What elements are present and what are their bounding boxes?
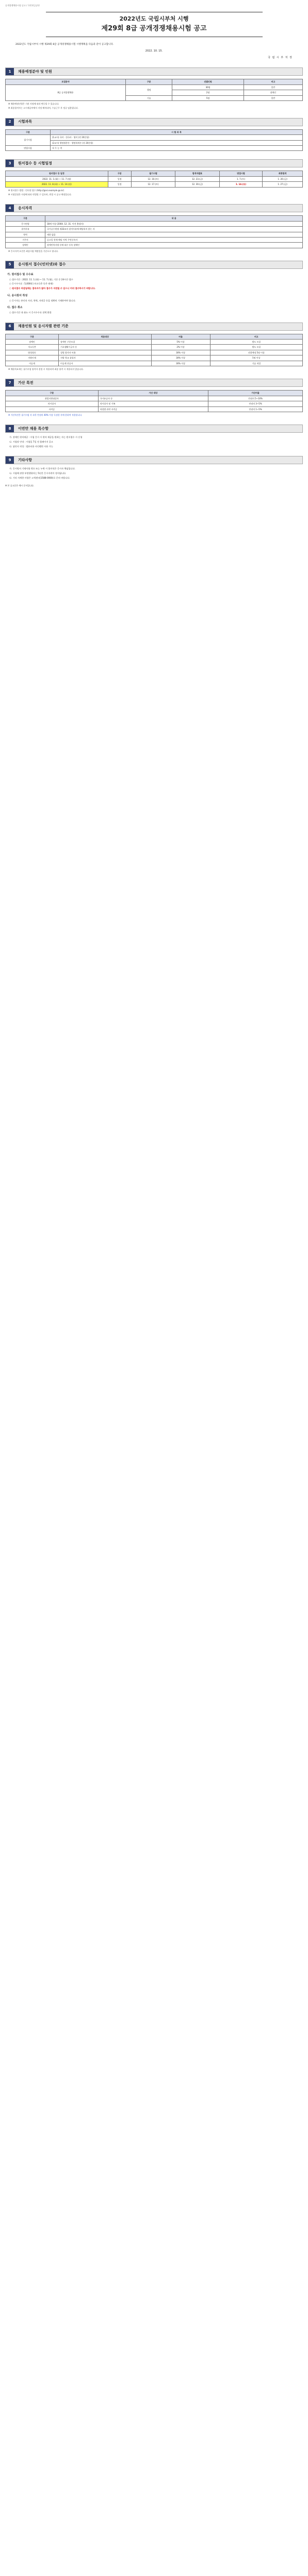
table-cell: 장애인복지법 등에 따른 등록 장애인: [45, 243, 303, 248]
table-cell: 5% 이상: [151, 340, 210, 345]
section-etc: [5, 456, 303, 479]
section-title: 이번만 채용 특수항: [18, 426, 48, 431]
note: ※ 최종합격자는 고시제공부에서 지정 배치되며, 수습근무 후 정규 임용됩니다.: [8, 107, 78, 110]
paragraph: 다. 답안지 작성 : 컴퓨터용 사인펜만 사용 가능: [9, 445, 53, 448]
section-title: 시험과목: [18, 120, 33, 124]
announcement-date: 2022. 10. 15.: [145, 49, 163, 53]
table-cell: 12. 17.(토): [131, 182, 175, 187]
table-row: [6, 145, 303, 150]
table-header: 내 용: [45, 216, 303, 221]
table-row: [6, 340, 303, 345]
warning-paragraph: ○ 원서접수 마감일에는 접속자가 많아 접수가 지연될 수 있으니 미리 접수하시기 바랍니다.: [9, 287, 95, 290]
table-cell: 1. 27.(금): [263, 182, 303, 187]
subheading: 가. 원서접수 및 수수료: [7, 273, 34, 277]
table-row: [6, 221, 303, 226]
table-cell: 만점의 5~10%: [208, 396, 303, 401]
table-row: [6, 227, 303, 232]
eligibility-table: [5, 215, 303, 248]
table-cell: 12. 30.(금): [175, 182, 220, 187]
table-cell: 12. 23.(금): [175, 176, 220, 181]
table-header: 시 험 과 목: [51, 129, 303, 134]
table-header: 비율: [151, 334, 210, 339]
table-cell: 일정: [108, 182, 131, 187]
table-cell: 1. 7.(토): [219, 176, 262, 181]
table-cell: 저소득층: [6, 345, 59, 350]
table-row: [6, 182, 303, 187]
table-cell: 30% 이상: [151, 355, 210, 361]
table-cell: 필기시험: [6, 135, 51, 146]
table-cell: 결격사유: [6, 227, 45, 232]
table-cell: 장애인: [6, 340, 59, 345]
table-cell: 장애인: [244, 90, 302, 95]
table-cell: 거주지: [6, 237, 45, 242]
table-cell: 국가유공자 등: [98, 396, 208, 401]
table-row: [6, 135, 303, 140]
note: ※ 시험일정은 사정에 따라 변경될 수 있으며, 변경 시 공고 예정입니다.: [8, 193, 72, 196]
section-recruitment: [5, 67, 303, 109]
section-number: 7: [6, 379, 14, 386]
table-cell: 이공계: [6, 361, 59, 366]
section-header: [5, 204, 303, 212]
paragraph: 가. 응시원서 기재사항 착오 또는 누락 시 불이익은 응시자 책임입니다.: [9, 467, 75, 470]
note: ※ 채용예정인원은 기관 사정에 따라 변동될 수 있습니다.: [8, 103, 59, 106]
section-title: 원서접수 등 시험일정: [18, 161, 52, 165]
table-header: 원서접수 등 일정: [6, 171, 108, 176]
table-cell: 의사상자: [6, 401, 99, 406]
table-header: 가산 대상: [98, 391, 208, 396]
section-title: 채용인원 및 응시자별 관련 기준: [18, 324, 69, 328]
header-note: 공개경쟁채용시험 공고 / 국민연금공단: [5, 4, 40, 7]
table-cell: 직렬별 관련 자격증: [98, 406, 208, 412]
intro-paragraph: 2022년도 국립시부처 시행 제29회 8급 공개경쟁채용시험 시행계획을 다음과 같이 공고합니다.: [15, 43, 114, 46]
table-row: [6, 345, 303, 350]
section-header: [5, 261, 303, 269]
table-header: 구분: [6, 216, 45, 221]
table-cell: 기술: [125, 95, 172, 100]
title-line-1: 2022년도 국립시부처 시행: [119, 15, 189, 23]
section-eligibility: [5, 204, 303, 252]
section-title: 채용예정분야 및 인원: [18, 69, 52, 74]
note: ※ 채용목표제는 필기시험 합격자 결정 시 적용되며 최종 합격 시 적용되지 않습니다.: [8, 368, 84, 371]
table-cell: 5명: [172, 95, 244, 100]
table-header: 가산비율: [208, 391, 303, 396]
table-row: [6, 361, 303, 366]
table-cell: 공고일 현재 해당 지역 주민등록자: [45, 237, 303, 242]
table-header: 구분: [108, 171, 131, 176]
bonus-table: [5, 390, 303, 412]
table-cell: 5명 이상: [210, 355, 302, 361]
section-header: [5, 425, 303, 433]
table-row: [6, 176, 303, 181]
table-cell: 만점의 1~5%: [208, 406, 303, 412]
section-number: 3: [6, 160, 14, 167]
table-cell: 양성평등: [6, 350, 59, 355]
paragraph: 다. 기타 자세한 사항은 고객센터(1588-0000)로 문의 바랍니다.: [9, 476, 70, 479]
table-cell: (1교시) 국어 · 한국사 · 영어 (각 20문항): [51, 135, 303, 140]
section-special: [5, 425, 303, 448]
section-schedule: [5, 159, 303, 196]
table-row: [6, 406, 303, 412]
table-cell: 30% 이상: [151, 350, 210, 355]
table-header: 구분: [6, 129, 51, 134]
section-title: 응시원서 접수(인터넷)와 접수: [18, 262, 66, 267]
subjects-table: [5, 129, 303, 151]
section-header: [5, 323, 303, 331]
section-quota: [5, 323, 303, 371]
table-cell: 직 무 능 력: [51, 145, 303, 150]
section-header: [5, 159, 303, 167]
section-number: 8: [6, 425, 14, 432]
section-number: 5: [6, 261, 14, 268]
table-cell: 성별 합격자 비율: [58, 350, 151, 355]
table-header: 구분: [6, 334, 59, 339]
paragraph: 가. 장애인 편의제공 : 시험 응시 시 편의 제공을 원하는 자는 원서접수 시 신청: [9, 436, 83, 439]
table-header: 적용대상: [58, 334, 151, 339]
table-cell: 이공계 전공자: [58, 361, 151, 366]
note: ※ 원서접수 방법 : 인터넷 접수 (http://gosi.example.go.kr): [8, 189, 64, 192]
table-cell: 30명: [172, 84, 244, 90]
paragraph: 나. 시험에 관한 부정행위자는 5년간 응시자격이 정지됩니다.: [9, 472, 67, 475]
table-cell: 30% 이상: [151, 361, 210, 366]
table-cell: 의사상자 및 가족: [98, 401, 208, 406]
section-header: [5, 456, 303, 464]
note: ※ 응시자격 요건은 최종시험 예정일을 기준으로 합니다.: [8, 249, 59, 252]
table-cell: 1. 14.(토): [219, 182, 262, 187]
table-cell: 일반: [244, 84, 302, 90]
table-header: 모집분야: [6, 79, 126, 84]
table-header: 최종합격: [263, 171, 303, 176]
table-header: 구분: [6, 391, 99, 396]
table-row: [6, 396, 303, 401]
title-line-2: 제29회 8급 공개경쟁채용시험 공고: [101, 25, 207, 33]
table-cell: 일정: [108, 176, 131, 181]
table-cell: 지방 학교 졸업자: [58, 355, 151, 361]
section-header: [5, 379, 303, 387]
table-cell: 2022. 11. 1.(화) ~ 11. 7.(월): [6, 176, 108, 181]
table-row: [6, 140, 303, 145]
table-row: [6, 243, 303, 248]
section-number: 2: [6, 118, 14, 126]
table-header: 합격자발표: [175, 171, 220, 176]
subheading: 다. 접수 취소: [7, 306, 23, 310]
table-header: 비고: [244, 79, 302, 84]
table-cell: 2% 이상: [151, 345, 210, 350]
table-cell: 응시연령: [6, 221, 45, 226]
table-header: 면접시험: [219, 171, 262, 176]
table-cell: 학력: [6, 232, 45, 237]
section-number: 1: [6, 68, 14, 75]
table-cell: 2명: [172, 90, 244, 95]
table-cell: 장애인 구분모집: [58, 340, 151, 345]
table-cell: 지방인재: [6, 355, 59, 361]
table-header: 필기시험: [131, 171, 175, 176]
table-cell: 18세 이상 (2004. 12. 31. 이전 출생자): [45, 221, 303, 226]
table-cell: 제한 없음: [45, 232, 303, 237]
table-header: 선발인원: [172, 79, 244, 84]
table-cell: 2022. 11. 8.(화) ~ 11. 14.(월): [6, 182, 108, 187]
table-cell: 선발예정 5명 이상: [210, 350, 302, 355]
section-title: 응시자격: [18, 206, 33, 210]
table-cell: 자격증: [6, 406, 99, 412]
table-cell: 행정: [125, 84, 172, 95]
announcement-title: [46, 12, 263, 37]
table-cell: 만점의 3~5%: [208, 401, 303, 406]
table-header: 구분: [125, 79, 172, 84]
section-title: 기타사항: [18, 457, 33, 462]
table-cell: 8급 공개경쟁채용: [6, 84, 126, 100]
footer-note: ※ 본 공고문은 예시 문서입니다.: [5, 484, 35, 487]
table-row: [6, 232, 303, 237]
table-header: 비고: [210, 334, 302, 339]
table-row: [6, 350, 303, 355]
table-cell: 면접시험: [6, 145, 51, 150]
table-cell: 별도 모집: [210, 345, 302, 350]
paragraph: ○ 접수기간 : 2022. 11. 1.(화) ~ 11. 7.(월), 기간 중 24시간 접수: [9, 278, 73, 281]
section-title: 가산 특전: [18, 380, 34, 385]
table-cell: 장애인: [6, 243, 45, 248]
section-number: 9: [6, 456, 14, 464]
table-cell: 국가공무원법 제33조의 결격사유에 해당하지 않는 자: [45, 227, 303, 232]
section-bonus: [5, 379, 303, 416]
table-cell: 기술 직렬: [210, 361, 302, 366]
announcement-page: [5, 0, 303, 498]
table-row: [6, 84, 303, 90]
paragraph: ○ 응시수수료 : 5,000원 (저소득층 등은 면제): [9, 282, 53, 285]
table-cell: 별도 모집: [210, 340, 302, 345]
table-row: [6, 355, 303, 361]
section-header: [5, 118, 303, 126]
table-cell: 1. 20.(금): [263, 176, 303, 181]
table-row: [6, 237, 303, 242]
table-cell: 기초생활수급자 등: [58, 345, 151, 350]
paragraph: 나. 시험장 안내 : 시험일 7일 전 홈페이지 공고: [9, 440, 53, 444]
table-cell: 일반: [244, 95, 302, 100]
table-cell: 취업지원대상자: [6, 396, 99, 401]
section-application: [5, 261, 303, 314]
paragraph: ○ 응시자는 본인의 사진, 학력, 자격증 등을 정확히 기재하여야 합니다.: [9, 299, 76, 302]
schedule-table: [5, 171, 303, 187]
section-number: 4: [6, 205, 14, 212]
quota-table: [5, 334, 303, 366]
recruitment-table: [5, 79, 303, 101]
section-subjects: [5, 118, 303, 151]
note: ※ 가산특전은 필기시험 각 과목 만점의 40% 이상 득점한 자에 한하여 적용합니다.: [8, 413, 83, 416]
issuer: 국 립 시 부 처 장: [268, 56, 293, 59]
section-header: [5, 67, 303, 76]
section-number: 6: [6, 323, 14, 330]
paragraph: ○ 접수기간 내 취소 시 응시수수료 전액 환불: [9, 311, 52, 314]
table-row: [6, 401, 303, 406]
table-cell: (2교시) 행정법총론 · 행정학개론 (각 20문항): [51, 140, 303, 145]
table-cell: 12. 10.(토): [131, 176, 175, 181]
subheading: 나. 응시원서 작성: [7, 294, 28, 297]
